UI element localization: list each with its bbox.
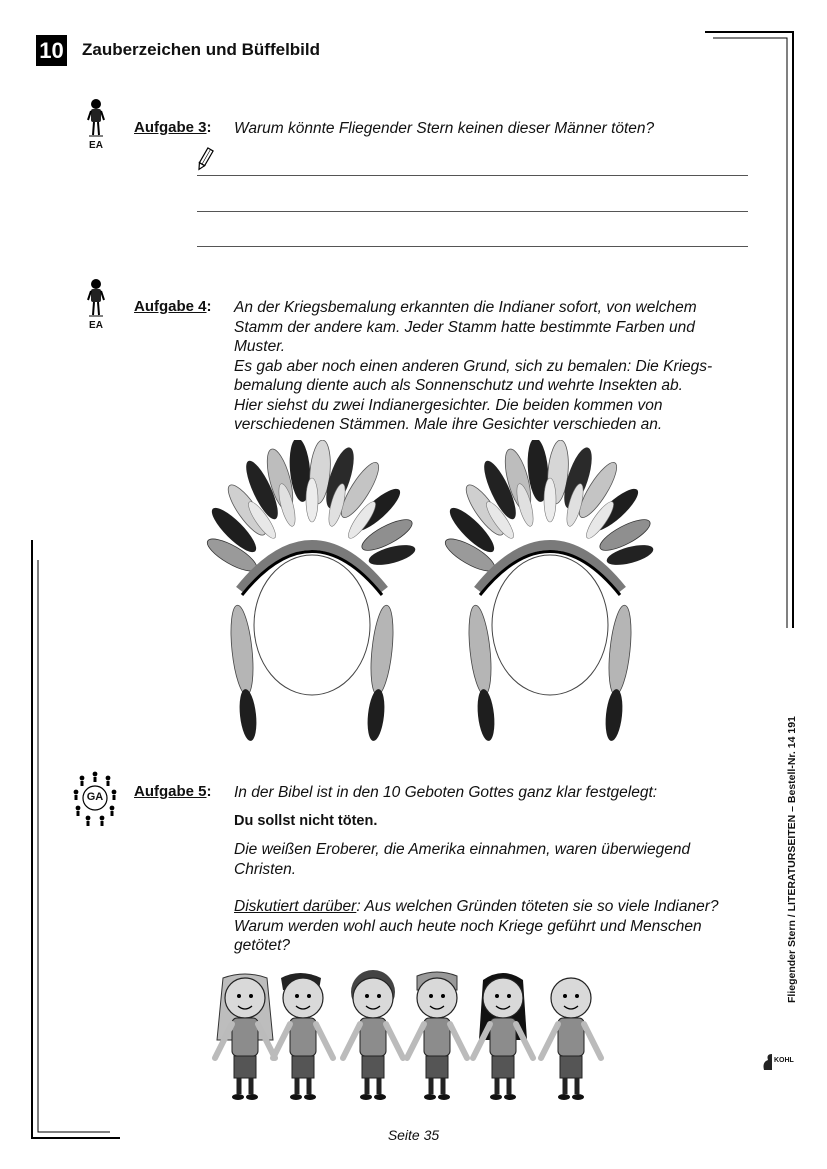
text-line: Warum werden wohl auch heute noch Kriege geführt und Menschen bbox=[234, 917, 702, 935]
task5-intro: In der Bibel ist in den 10 Geboten Gottes ganz klar festgelegt: bbox=[234, 784, 658, 801]
answer-line[interactable] bbox=[197, 175, 748, 176]
single-person-icon bbox=[86, 98, 106, 138]
task5-heading: Aufgabe 5: bbox=[134, 783, 212, 800]
pencil-icon bbox=[196, 146, 214, 172]
text-line bbox=[234, 897, 764, 917]
discuss-label: Diskutiert darüber bbox=[234, 898, 357, 915]
text-line: Die weißen Eroberer, die Amerika einnahmen, waren überwiegend bbox=[234, 841, 691, 858]
text-line: bemalung diente auch als Sonnenschutz und wehrte Insekten ab. bbox=[234, 377, 683, 394]
task4-heading: Aufgabe 4: bbox=[134, 298, 212, 315]
order-info: Fliegender Stern / LITERATURSEITEN – Bestell-Nr. 14 191 bbox=[786, 716, 798, 1003]
children-illustration bbox=[205, 970, 625, 1110]
task3-heading: Aufgabe 3: bbox=[134, 119, 212, 136]
task5-discussion bbox=[234, 897, 764, 956]
page-title: Zauberzeichen und Büffelbild bbox=[82, 40, 321, 59]
work-mode-badge: GA bbox=[86, 791, 104, 803]
answer-line[interactable] bbox=[197, 211, 748, 212]
page-number: Seite 35 bbox=[387, 1127, 440, 1143]
chapter-number: 10 bbox=[36, 35, 67, 66]
text-line: Muster. bbox=[234, 338, 286, 355]
discuss-rest: : Aus welchen Gründen töteten sie so viele Indianer? bbox=[356, 898, 719, 915]
task3-question: Warum könnte Fliegender Stern keinen dieser Männer töten? bbox=[234, 120, 655, 137]
answer-line[interactable] bbox=[197, 246, 748, 247]
task4-text bbox=[234, 298, 754, 435]
single-person-icon bbox=[86, 278, 106, 318]
text-line: An der Kriegsbemalung erkannten die Indianer sofort, von welchem bbox=[234, 299, 697, 316]
text-line: verschiedenen Stämmen. Male ihre Gesichter verschieden an. bbox=[234, 416, 663, 433]
text-line: Es gab aber noch einen anderen Grund, sich zu bemalen: Die Kriegs- bbox=[234, 357, 713, 375]
publisher-logo bbox=[758, 1040, 798, 1076]
task-label: Aufgabe 4 bbox=[134, 298, 207, 315]
work-mode-badge: EA bbox=[89, 320, 103, 331]
publisher-name: KOHL bbox=[774, 1057, 794, 1064]
text-line: getötet? bbox=[234, 937, 291, 954]
text-line: Stamm der andere kam. Jeder Stamm hatte bestimmte Farben und bbox=[234, 318, 695, 336]
text-line: Christen. bbox=[234, 860, 297, 878]
commandment: Du sollst nicht töten. bbox=[234, 813, 378, 829]
task5-paragraph bbox=[234, 840, 754, 879]
text-line: Hier siehst du zwei Indianergesichter. Die beiden kommen von bbox=[234, 396, 663, 414]
task-label: Aufgabe 3 bbox=[134, 119, 207, 136]
headdress-illustrations bbox=[200, 440, 670, 750]
task-label: Aufgabe 5 bbox=[134, 783, 207, 800]
work-mode-badge: EA bbox=[89, 140, 103, 151]
